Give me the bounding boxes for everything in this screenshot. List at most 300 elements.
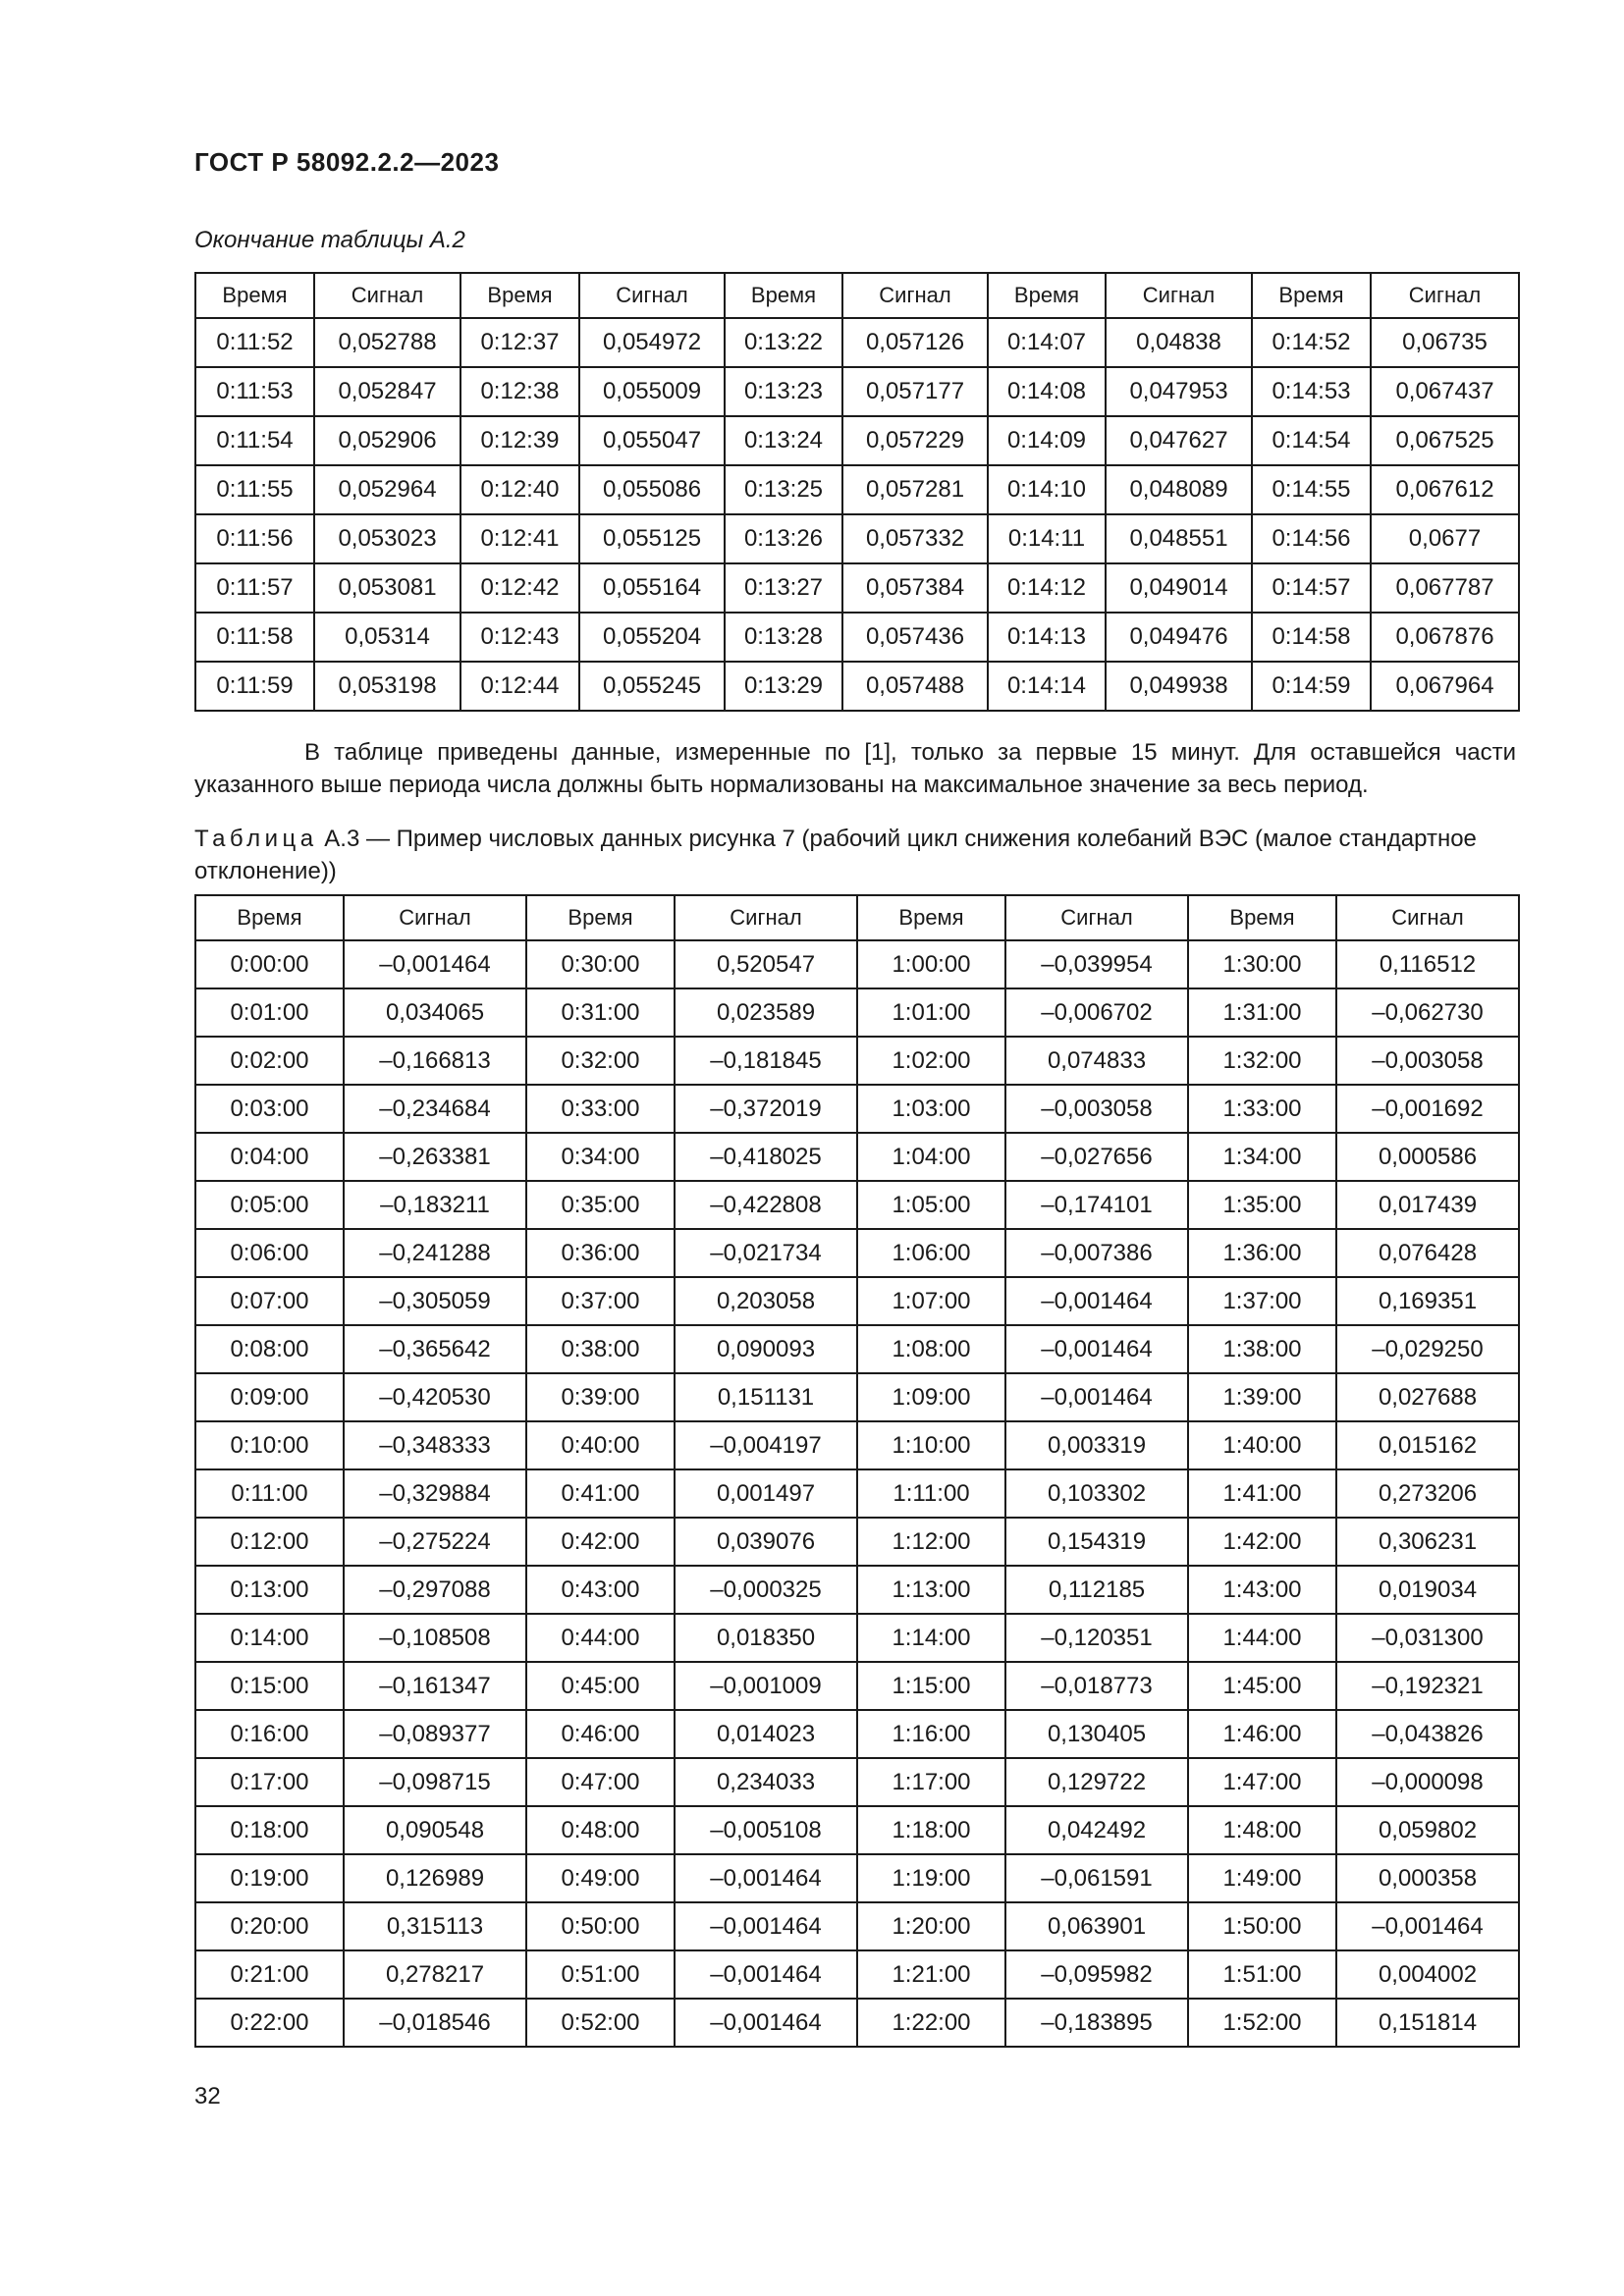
signal-cell: 0,090548 (344, 1806, 526, 1854)
table-row (195, 1085, 1519, 1133)
time-cell: 1:37:00 (1188, 1277, 1336, 1325)
time-cell: 0:38:00 (526, 1325, 675, 1373)
signal-cell: –0,031300 (1336, 1614, 1519, 1662)
time-cell: 0:08:00 (195, 1325, 344, 1373)
table-a3-body (195, 940, 1519, 2047)
time-cell: 0:39:00 (526, 1373, 675, 1421)
signal-cell: –0,174101 (1005, 1181, 1188, 1229)
time-cell: 0:14:56 (1252, 514, 1371, 563)
time-cell: 0:10:00 (195, 1421, 344, 1469)
signal-cell: 0,306231 (1336, 1518, 1519, 1566)
time-cell: 0:11:56 (195, 514, 314, 563)
signal-cell: 0,055164 (579, 563, 725, 613)
time-cell: 1:18:00 (857, 1806, 1005, 1854)
signal-cell: 0,048089 (1106, 465, 1252, 514)
time-cell: 0:13:25 (725, 465, 842, 514)
signal-cell: 0,06735 (1371, 318, 1519, 367)
signal-cell: 0,067964 (1371, 662, 1519, 711)
signal-cell: –0,001464 (675, 1999, 857, 2047)
signal-cell: –0,108508 (344, 1614, 526, 1662)
time-cell: 0:14:58 (1252, 613, 1371, 662)
time-cell: 0:21:00 (195, 1950, 344, 1999)
signal-cell: 0,018350 (675, 1614, 857, 1662)
time-cell: 1:15:00 (857, 1662, 1005, 1710)
time-cell: 1:16:00 (857, 1710, 1005, 1758)
signal-cell: 0,067787 (1371, 563, 1519, 613)
time-cell: 1:42:00 (1188, 1518, 1336, 1566)
signal-cell: 0,090093 (675, 1325, 857, 1373)
time-cell: 0:14:14 (988, 662, 1106, 711)
time-cell: 0:32:00 (526, 1037, 675, 1085)
time-cell: 0:31:00 (526, 988, 675, 1037)
table-a3-caption-text: А.3 — Пример числовых данных рисунка 7 (рабочий цикл снижения колебаний ВЭС (малое стандартное отклонение)) (194, 826, 1477, 884)
signal-cell: 0,151814 (1336, 1999, 1519, 2047)
signal-cell: 0,047953 (1106, 367, 1252, 416)
signal-cell: –0,006702 (1005, 988, 1188, 1037)
signal-cell: –0,120351 (1005, 1614, 1188, 1662)
table-a3-header-row (195, 895, 1519, 940)
column-header: Сигнал (1106, 273, 1252, 318)
table-a2 (194, 272, 1520, 712)
signal-cell: –0,095982 (1005, 1950, 1188, 1999)
signal-cell: –0,166813 (344, 1037, 526, 1085)
time-cell: 0:11:59 (195, 662, 314, 711)
table-row (195, 662, 1519, 711)
time-cell: 1:47:00 (1188, 1758, 1336, 1806)
time-cell: 0:14:52 (1252, 318, 1371, 367)
signal-cell: 0,116512 (1336, 940, 1519, 988)
table-row (195, 563, 1519, 613)
time-cell: 1:00:00 (857, 940, 1005, 988)
column-header: Сигнал (675, 895, 857, 940)
signal-cell: 0,154319 (1005, 1518, 1188, 1566)
time-cell: 0:11:55 (195, 465, 314, 514)
signal-cell: –0,305059 (344, 1277, 526, 1325)
time-cell: 0:12:41 (460, 514, 579, 563)
time-cell: 0:34:00 (526, 1133, 675, 1181)
table-row (195, 1662, 1519, 1710)
signal-cell: 0,027688 (1336, 1373, 1519, 1421)
time-cell: 0:13:22 (725, 318, 842, 367)
signal-cell: 0,000586 (1336, 1133, 1519, 1181)
time-cell: 0:12:38 (460, 367, 579, 416)
signal-cell: 0,055047 (579, 416, 725, 465)
time-cell: 0:12:40 (460, 465, 579, 514)
time-cell: 1:41:00 (1188, 1469, 1336, 1518)
signal-cell: –0,365642 (344, 1325, 526, 1373)
signal-cell: 0,055086 (579, 465, 725, 514)
page-number: 32 (194, 2083, 221, 2109)
time-cell: 1:20:00 (857, 1902, 1005, 1950)
time-cell: 0:36:00 (526, 1229, 675, 1277)
time-cell: 0:14:12 (988, 563, 1106, 613)
time-cell: 0:13:27 (725, 563, 842, 613)
signal-cell: –0,001692 (1336, 1085, 1519, 1133)
time-cell: 0:52:00 (526, 1999, 675, 2047)
column-header: Сигнал (1005, 895, 1188, 940)
signal-cell: –0,039954 (1005, 940, 1188, 988)
signal-cell: 0,055245 (579, 662, 725, 711)
signal-cell: –0,003058 (1336, 1037, 1519, 1085)
time-cell: 0:45:00 (526, 1662, 675, 1710)
time-cell: 0:06:00 (195, 1229, 344, 1277)
signal-cell: –0,005108 (675, 1806, 857, 1854)
time-cell: 0:11:53 (195, 367, 314, 416)
signal-cell: –0,007386 (1005, 1229, 1188, 1277)
table-row (195, 940, 1519, 988)
time-cell: 0:40:00 (526, 1421, 675, 1469)
table-row (195, 465, 1519, 514)
column-header: Сигнал (579, 273, 725, 318)
time-cell: 1:19:00 (857, 1854, 1005, 1902)
signal-cell: –0,001464 (1005, 1325, 1188, 1373)
time-cell: 0:30:00 (526, 940, 675, 988)
signal-cell: –0,183211 (344, 1181, 526, 1229)
signal-cell: 0,053081 (314, 563, 460, 613)
time-cell: 0:12:44 (460, 662, 579, 711)
column-header: Время (857, 895, 1005, 940)
signal-cell: 0,103302 (1005, 1469, 1188, 1518)
time-cell: 1:12:00 (857, 1518, 1005, 1566)
signal-cell: –0,021734 (675, 1229, 857, 1277)
time-cell: 0:07:00 (195, 1277, 344, 1325)
signal-cell: 0,003319 (1005, 1421, 1188, 1469)
signal-cell: 0,057384 (842, 563, 988, 613)
table-row (195, 514, 1519, 563)
signal-cell: –0,043826 (1336, 1710, 1519, 1758)
signal-cell: 0,049014 (1106, 563, 1252, 613)
signal-cell: –0,422808 (675, 1181, 857, 1229)
table-row (195, 1133, 1519, 1181)
time-cell: 1:14:00 (857, 1614, 1005, 1662)
signal-cell: 0,074833 (1005, 1037, 1188, 1085)
time-cell: 0:02:00 (195, 1037, 344, 1085)
table-row (195, 1566, 1519, 1614)
signal-cell: 0,014023 (675, 1710, 857, 1758)
time-cell: 1:03:00 (857, 1085, 1005, 1133)
time-cell: 0:43:00 (526, 1566, 675, 1614)
time-cell: 0:00:00 (195, 940, 344, 988)
signal-cell: 0,059802 (1336, 1806, 1519, 1854)
table-row (195, 1614, 1519, 1662)
time-cell: 0:35:00 (526, 1181, 675, 1229)
signal-cell: 0,034065 (344, 988, 526, 1037)
time-cell: 0:22:00 (195, 1999, 344, 2047)
signal-cell: –0,181845 (675, 1037, 857, 1085)
signal-cell: –0,372019 (675, 1085, 857, 1133)
signal-cell: –0,001464 (1005, 1277, 1188, 1325)
signal-cell: –0,001464 (344, 940, 526, 988)
signal-cell: –0,001464 (675, 1854, 857, 1902)
column-header: Сигнал (344, 895, 526, 940)
time-cell: 0:03:00 (195, 1085, 344, 1133)
table-a3-caption (194, 823, 1516, 887)
signal-cell: 0,273206 (1336, 1469, 1519, 1518)
signal-cell: 0,057436 (842, 613, 988, 662)
column-header: Время (1252, 273, 1371, 318)
signal-cell: 0,054972 (579, 318, 725, 367)
signal-cell: –0,001464 (675, 1950, 857, 1999)
time-cell: 0:42:00 (526, 1518, 675, 1566)
time-cell: 0:14:57 (1252, 563, 1371, 613)
signal-cell: –0,027656 (1005, 1133, 1188, 1181)
signal-cell: 0,151131 (675, 1373, 857, 1421)
time-cell: 1:43:00 (1188, 1566, 1336, 1614)
signal-cell: –0,161347 (344, 1662, 526, 1710)
table-row (195, 367, 1519, 416)
signal-cell: –0,297088 (344, 1566, 526, 1614)
signal-cell: 0,048551 (1106, 514, 1252, 563)
time-cell: 0:18:00 (195, 1806, 344, 1854)
signal-cell: 0,052788 (314, 318, 460, 367)
time-cell: 0:19:00 (195, 1854, 344, 1902)
signal-cell: 0,169351 (1336, 1277, 1519, 1325)
time-cell: 1:49:00 (1188, 1854, 1336, 1902)
table-row (195, 613, 1519, 662)
time-cell: 0:14:53 (1252, 367, 1371, 416)
signal-cell: 0,234033 (675, 1758, 857, 1806)
time-cell: 1:02:00 (857, 1037, 1005, 1085)
time-cell: 1:36:00 (1188, 1229, 1336, 1277)
signal-cell: –0,001009 (675, 1662, 857, 1710)
signal-cell: –0,089377 (344, 1710, 526, 1758)
time-cell: 1:17:00 (857, 1758, 1005, 1806)
time-cell: 1:39:00 (1188, 1373, 1336, 1421)
column-header: Время (195, 273, 314, 318)
signal-cell: 0,049938 (1106, 662, 1252, 711)
signal-cell: 0,520547 (675, 940, 857, 988)
time-cell: 0:12:42 (460, 563, 579, 613)
signal-cell: –0,000098 (1336, 1758, 1519, 1806)
time-cell: 1:13:00 (857, 1566, 1005, 1614)
time-cell: 1:07:00 (857, 1277, 1005, 1325)
time-cell: 1:52:00 (1188, 1999, 1336, 2047)
signal-cell: –0,062730 (1336, 988, 1519, 1037)
signal-cell: 0,019034 (1336, 1566, 1519, 1614)
table-row (195, 1902, 1519, 1950)
signal-cell: 0,055009 (579, 367, 725, 416)
time-cell: 0:15:00 (195, 1662, 344, 1710)
signal-cell: 0,112185 (1005, 1566, 1188, 1614)
signal-cell: 0,053023 (314, 514, 460, 563)
time-cell: 1:31:00 (1188, 988, 1336, 1037)
time-cell: 0:11:52 (195, 318, 314, 367)
signal-cell: –0,234684 (344, 1085, 526, 1133)
signal-cell: 0,000358 (1336, 1854, 1519, 1902)
signal-cell: 0,067612 (1371, 465, 1519, 514)
signal-cell: –0,061591 (1005, 1854, 1188, 1902)
table-a3-caption-label: Таблица (194, 826, 318, 852)
signal-cell: –0,098715 (344, 1758, 526, 1806)
time-cell: 1:51:00 (1188, 1950, 1336, 1999)
signal-cell: 0,278217 (344, 1950, 526, 1999)
column-header: Сигнал (842, 273, 988, 318)
table-row (195, 1950, 1519, 1999)
time-cell: 1:30:00 (1188, 940, 1336, 988)
time-cell: 0:14:00 (195, 1614, 344, 1662)
time-cell: 1:46:00 (1188, 1710, 1336, 1758)
time-cell: 0:16:00 (195, 1710, 344, 1758)
signal-cell: 0,057488 (842, 662, 988, 711)
time-cell: 0:33:00 (526, 1085, 675, 1133)
time-cell: 0:11:00 (195, 1469, 344, 1518)
signal-cell: 0,047627 (1106, 416, 1252, 465)
time-cell: 0:11:58 (195, 613, 314, 662)
time-cell: 0:05:00 (195, 1181, 344, 1229)
table-row (195, 1037, 1519, 1085)
time-cell: 0:13:23 (725, 367, 842, 416)
signal-cell: 0,05314 (314, 613, 460, 662)
time-cell: 1:09:00 (857, 1373, 1005, 1421)
signal-cell: –0,001464 (1005, 1373, 1188, 1421)
time-cell: 1:01:00 (857, 988, 1005, 1037)
signal-cell: 0,053198 (314, 662, 460, 711)
time-cell: 0:14:09 (988, 416, 1106, 465)
signal-cell: –0,418025 (675, 1133, 857, 1181)
signal-cell: –0,029250 (1336, 1325, 1519, 1373)
signal-cell: 0,057332 (842, 514, 988, 563)
signal-cell: –0,000325 (675, 1566, 857, 1614)
time-cell: 0:01:00 (195, 988, 344, 1037)
time-cell: 1:34:00 (1188, 1133, 1336, 1181)
table-row (195, 1421, 1519, 1469)
signal-cell: –0,192321 (1336, 1662, 1519, 1710)
time-cell: 1:06:00 (857, 1229, 1005, 1277)
time-cell: 0:49:00 (526, 1854, 675, 1902)
time-cell: 0:14:07 (988, 318, 1106, 367)
signal-cell: –0,263381 (344, 1133, 526, 1181)
time-cell: 1:32:00 (1188, 1037, 1336, 1085)
time-cell: 0:14:10 (988, 465, 1106, 514)
signal-cell: 0,203058 (675, 1277, 857, 1325)
time-cell: 0:12:00 (195, 1518, 344, 1566)
time-cell: 0:04:00 (195, 1133, 344, 1181)
time-cell: 1:50:00 (1188, 1902, 1336, 1950)
table-row (195, 1181, 1519, 1229)
column-header: Время (460, 273, 579, 318)
signal-cell: 0,067876 (1371, 613, 1519, 662)
table-row (195, 1518, 1519, 1566)
signal-cell: 0,001497 (675, 1469, 857, 1518)
signal-cell: 0,052906 (314, 416, 460, 465)
signal-cell: –0,348333 (344, 1421, 526, 1469)
table-row (195, 1277, 1519, 1325)
table-row (195, 1229, 1519, 1277)
signal-cell: 0,315113 (344, 1902, 526, 1950)
signal-cell: 0,017439 (1336, 1181, 1519, 1229)
column-header: Сигнал (1371, 273, 1519, 318)
signal-cell: –0,001464 (675, 1902, 857, 1950)
signal-cell: 0,057177 (842, 367, 988, 416)
time-cell: 0:50:00 (526, 1902, 675, 1950)
column-header: Время (1188, 895, 1336, 940)
time-cell: 1:08:00 (857, 1325, 1005, 1373)
time-cell: 0:11:57 (195, 563, 314, 613)
signal-cell: 0,015162 (1336, 1421, 1519, 1469)
table-row (195, 1469, 1519, 1518)
time-cell: 1:44:00 (1188, 1614, 1336, 1662)
signal-cell: 0,129722 (1005, 1758, 1188, 1806)
signal-cell: –0,003058 (1005, 1085, 1188, 1133)
table-row (195, 1999, 1519, 2047)
time-cell: 1:11:00 (857, 1469, 1005, 1518)
signal-cell: 0,042492 (1005, 1806, 1188, 1854)
signal-cell: –0,329884 (344, 1469, 526, 1518)
signal-cell: 0,055125 (579, 514, 725, 563)
table-row (195, 416, 1519, 465)
table-a3 (194, 894, 1520, 2048)
signal-cell: 0,052964 (314, 465, 460, 514)
time-cell: 1:33:00 (1188, 1085, 1336, 1133)
time-cell: 0:13:24 (725, 416, 842, 465)
signal-cell: –0,018773 (1005, 1662, 1188, 1710)
table-row (195, 1710, 1519, 1758)
column-header: Время (988, 273, 1106, 318)
signal-cell: 0,049476 (1106, 613, 1252, 662)
signal-cell: 0,126989 (344, 1854, 526, 1902)
signal-cell: 0,076428 (1336, 1229, 1519, 1277)
signal-cell: 0,039076 (675, 1518, 857, 1566)
time-cell: 0:12:39 (460, 416, 579, 465)
signal-cell: –0,420530 (344, 1373, 526, 1421)
signal-cell: –0,241288 (344, 1229, 526, 1277)
table-a2-caption: Окончание таблицы А.2 (194, 227, 465, 253)
table-row (195, 988, 1519, 1037)
time-cell: 1:48:00 (1188, 1806, 1336, 1854)
time-cell: 0:47:00 (526, 1758, 675, 1806)
time-cell: 0:46:00 (526, 1710, 675, 1758)
time-cell: 0:12:43 (460, 613, 579, 662)
signal-cell: 0,057281 (842, 465, 988, 514)
time-cell: 0:14:55 (1252, 465, 1371, 514)
time-cell: 0:11:54 (195, 416, 314, 465)
signal-cell: –0,018546 (344, 1999, 526, 2047)
time-cell: 0:14:59 (1252, 662, 1371, 711)
signal-cell: 0,052847 (314, 367, 460, 416)
signal-cell: 0,023589 (675, 988, 857, 1037)
signal-cell: 0,004002 (1336, 1950, 1519, 1999)
signal-cell: –0,275224 (344, 1518, 526, 1566)
column-header: Время (526, 895, 675, 940)
time-cell: 0:13:26 (725, 514, 842, 563)
time-cell: 0:14:13 (988, 613, 1106, 662)
time-cell: 0:20:00 (195, 1902, 344, 1950)
table-row (195, 1325, 1519, 1373)
time-cell: 0:13:29 (725, 662, 842, 711)
time-cell: 1:21:00 (857, 1950, 1005, 1999)
table-row (195, 1854, 1519, 1902)
time-cell: 0:48:00 (526, 1806, 675, 1854)
signal-cell: 0,055204 (579, 613, 725, 662)
signal-cell: 0,04838 (1106, 318, 1252, 367)
time-cell: 1:38:00 (1188, 1325, 1336, 1373)
signal-cell: 0,067525 (1371, 416, 1519, 465)
table-row (195, 1758, 1519, 1806)
time-cell: 1:35:00 (1188, 1181, 1336, 1229)
time-cell: 0:44:00 (526, 1614, 675, 1662)
signal-cell: 0,0677 (1371, 514, 1519, 563)
table-a2-header-row (195, 273, 1519, 318)
time-cell: 1:04:00 (857, 1133, 1005, 1181)
table-row (195, 318, 1519, 367)
time-cell: 0:37:00 (526, 1277, 675, 1325)
signal-cell: –0,004197 (675, 1421, 857, 1469)
signal-cell: 0,130405 (1005, 1710, 1188, 1758)
column-header: Время (195, 895, 344, 940)
time-cell: 1:05:00 (857, 1181, 1005, 1229)
signal-cell: 0,063901 (1005, 1902, 1188, 1950)
time-cell: 1:10:00 (857, 1421, 1005, 1469)
